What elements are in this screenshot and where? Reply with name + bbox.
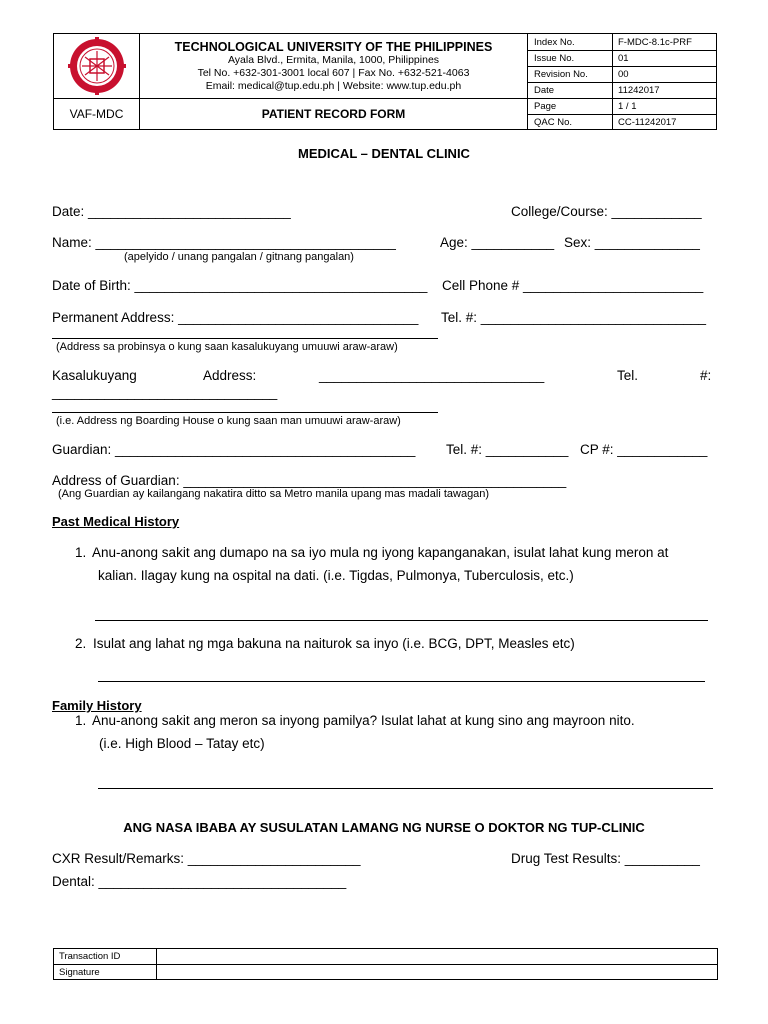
- current-address-label-2: Address:: [203, 368, 257, 383]
- footer-table: [53, 948, 718, 980]
- university-address: Ayala Blvd., Ermita, Manila, 1000, Philippines: [227, 54, 440, 66]
- current-tel-field[interactable]: ______________________________: [52, 385, 278, 400]
- answer-line[interactable]: [98, 788, 713, 789]
- question-number: 1.: [75, 713, 87, 728]
- transaction-id-input[interactable]: [158, 950, 714, 963]
- date-field[interactable]: Date: ___________________________: [52, 204, 291, 219]
- current-address-label: Kasalukuyang: [52, 368, 137, 383]
- meta-label: Index No.: [534, 37, 575, 48]
- college-field[interactable]: College/Course: ____________: [511, 204, 702, 219]
- signature-input[interactable]: [158, 966, 714, 978]
- answer-line[interactable]: [95, 620, 708, 621]
- guardian-tel-field[interactable]: Tel. #: ___________: [446, 442, 569, 457]
- guardian-field[interactable]: Guardian: ________________________________________: [52, 442, 416, 457]
- dob-field[interactable]: Date of Birth: _______________________________________: [52, 278, 428, 293]
- meta-value: 00: [618, 69, 629, 80]
- past-medical-question-2: Isulat ang lahat ng mga bakuna na naiturok sa inyo (i.e. BCG, DPT, Measles etc): [93, 636, 575, 651]
- form-code: VAF-MDC: [69, 107, 124, 121]
- family-question-1-cont: (i.e. High Blood – Tatay etc): [99, 736, 265, 751]
- meta-value: 11242017: [618, 85, 660, 96]
- guardian-address-hint: (Ang Guardian ay kailangang nakatira ditto sa Metro manila upang mas madali tawagan): [58, 488, 490, 500]
- guardian-address-field[interactable]: Address of Guardian: ___________________________________________________: [52, 473, 567, 488]
- drug-test-field[interactable]: Drug Test Results: __________: [511, 851, 700, 866]
- underline: [52, 338, 438, 339]
- family-history-heading: Family History: [52, 698, 142, 713]
- university-phone: Tel No. +632-301-3001 local 607 | Fax No. +632-521-4063: [197, 67, 470, 79]
- underline: [52, 412, 438, 413]
- meta-value: CC-11242017: [618, 117, 677, 128]
- past-medical-question-1-cont: kalian. Ilagay kung na ospital na dati. (i.e. Tigdas, Pulmonya, Tuberculosis, etc.): [98, 568, 574, 583]
- meta-value: 01: [618, 53, 629, 64]
- meta-label: QAC No.: [534, 117, 573, 128]
- name-hint: (apelyido / unang pangalan / gitnang pangalan): [124, 251, 354, 263]
- university-email: Email: medical@tup.edu.ph | Website: www.tup.edu.ph: [205, 80, 462, 92]
- dental-field[interactable]: Dental: _________________________________: [52, 874, 347, 889]
- permanent-address-field[interactable]: Permanent Address: ________________________________: [52, 310, 419, 325]
- current-address-field[interactable]: ______________________________: [319, 368, 545, 383]
- signature-label: Signature: [59, 967, 100, 978]
- current-tel-label: Tel.: [617, 368, 639, 383]
- meta-label: Issue No.: [534, 53, 575, 64]
- cellphone-field[interactable]: Cell Phone # ________________________: [442, 278, 704, 293]
- form-title: PATIENT RECORD FORM: [261, 107, 406, 121]
- permanent-address-hint: (Address sa probinsya o kung saan kasalukuyang umuuwi araw-araw): [56, 341, 398, 353]
- meta-value: F-MDC-8.1c-PRF: [618, 37, 692, 48]
- family-question-1: Anu-anong sakit ang meron sa inyong pamilya? Isulat lahat at kung sino ang mayroon nito.: [92, 713, 635, 728]
- past-medical-heading: Past Medical History: [52, 514, 180, 529]
- permanent-tel-field[interactable]: Tel. #: ______________________________: [441, 310, 707, 325]
- question-number: 1.: [75, 545, 87, 560]
- current-tel-hash: #:: [700, 368, 712, 383]
- transaction-id-label: Transaction ID: [59, 951, 121, 962]
- clinic-title: MEDICAL – DENTAL CLINIC: [298, 146, 470, 161]
- name-field[interactable]: Name: ________________________________________: [52, 235, 396, 250]
- age-field[interactable]: Age: ___________: [440, 235, 555, 250]
- current-address-hint: (i.e. Address ng Boarding House o kung saan man umuuwi araw-araw): [56, 415, 401, 427]
- past-medical-question-1: Anu-anong sakit ang dumapo na sa iyo mula ng iyong kapanganakan, isulat lahat kung meron at: [92, 545, 669, 560]
- guardian-cp-field[interactable]: CP #: ____________: [580, 442, 708, 457]
- question-number: 2.: [75, 636, 87, 651]
- answer-line[interactable]: [98, 681, 705, 682]
- sex-field[interactable]: Sex: ______________: [564, 235, 700, 250]
- meta-value: 1 / 1: [618, 101, 637, 112]
- meta-label: Date: [534, 85, 555, 96]
- meta-label: Revision No.: [534, 69, 588, 80]
- header-box: [53, 33, 717, 130]
- university-name: TECHNOLOGICAL UNIVERSITY OF THE PHILIPPINES: [174, 40, 493, 54]
- cxr-result-field[interactable]: CXR Result/Remarks: _______________________: [52, 851, 361, 866]
- nurse-note: ANG NASA IBABA AY SUSULATAN LAMANG NG NURSE O DOKTOR NG TUP-CLINIC: [123, 820, 645, 835]
- university-seal-logo: [66, 37, 128, 95]
- meta-label: Page: [534, 101, 557, 112]
